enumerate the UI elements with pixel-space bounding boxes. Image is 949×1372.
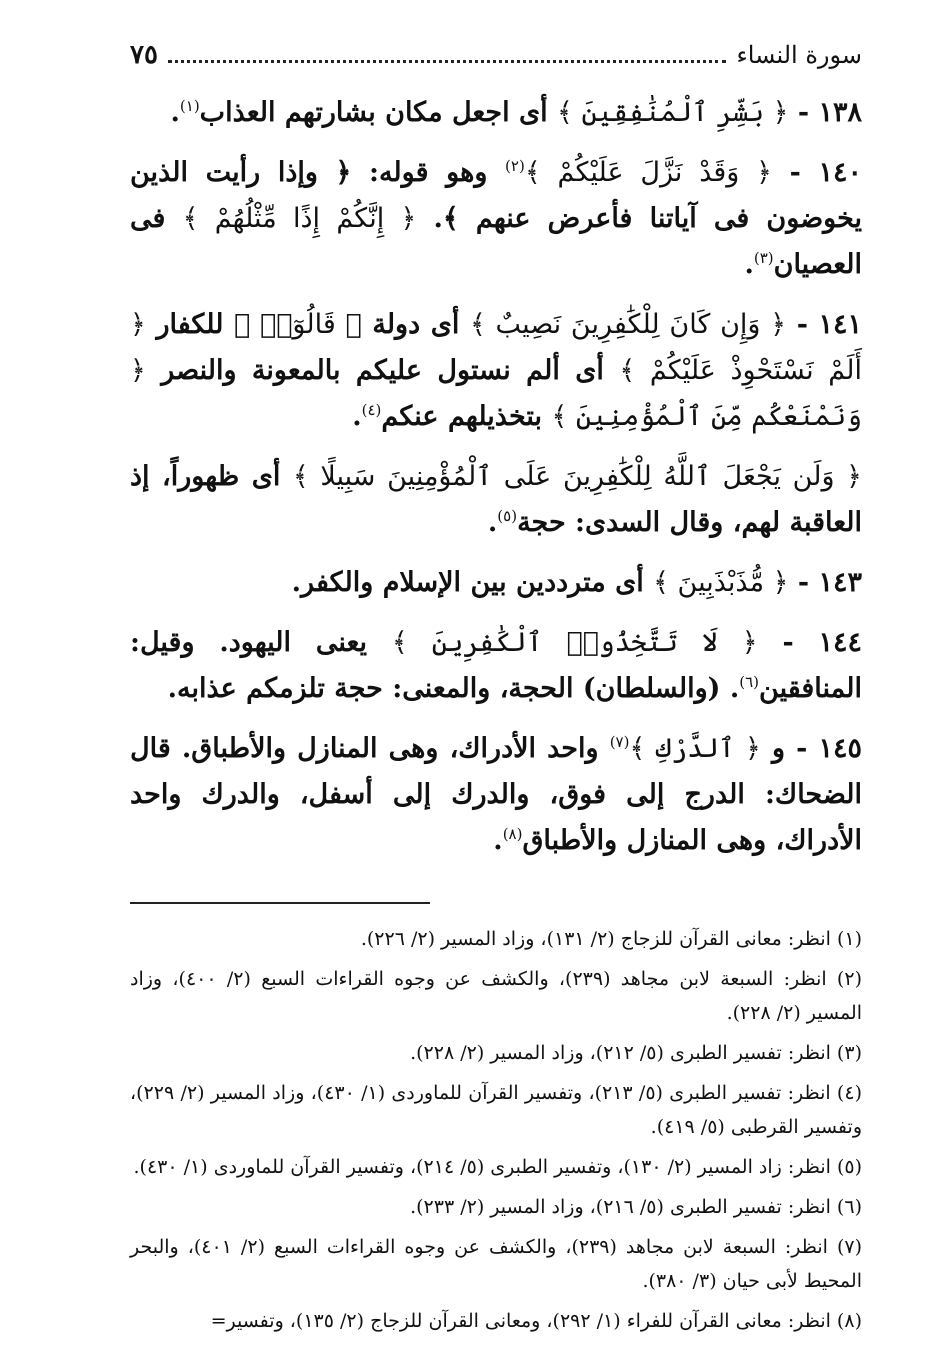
commentary-text: وهو قوله: ﴿ وإذا رأيت الذين يخوضون فى آياتنا فأعرض عنهم ﴾. [130,157,863,234]
quran-quote: ﴿ أَلَمْ نَسْتَحْوِذْ عَلَيْكُمْ ﴾ [130,309,862,386]
entry-138 [130,90,862,136]
footnote: (٦) انظر: تفسير الطبرى (٥/ ٢١٦)، وزاد المسير (٢/ ٢٣٣). [410,1196,862,1218]
punctuation: . [729,673,740,704]
quran-quote: ﴿ وَلَن يَجْعَلَ ٱللَّهُ لِلْكَٰفِرِينَ عَلَى ٱلْمُؤْمِنِينَ سَبِيلًا ﴾ [292,461,862,492]
footnote: (٨) انظر: معانى القرآن للفراء (١/ ٢٩٢)، ومعانى القرآن للزجاج (٢/ ١٣٥)، وتفسير= [210,1310,862,1332]
verse-number: ١٤١ - [796,309,863,340]
footnote-ref: (٦) [739,673,760,691]
entry-141 [130,302,862,440]
commentary-text: أى اجعل مكان بشارتهم العذاب [199,97,548,128]
quran-quote: ﴿ إِنَّكُمْ إِذًا مِّثْلُهُمْ ﴾ [182,203,417,234]
header-dot-leader [168,60,727,63]
verse-number: ١٤٣ - [797,567,862,598]
footnote-ref: (٨) [502,825,523,843]
commentary-text: بتخذيلهم عنكم [381,401,543,432]
footnote: (٤) انظر: تفسير الطبرى (٥/ ٢١٣)، وتفسير القرآن للماوردى (١/ ٤٣٠)، وزاد المسير (٢/ ٢٢٩)، وتفسير القرطبى (٥/ ٤١٩). [130,1082,862,1138]
quran-quote: ﴿ لَا تَتَّخِذُوا۟ ٱلْكَٰفِرِينَ ﴾ [391,627,758,658]
quran-quote: ﴿ قَالُوٓا۟ ﴾ [234,309,362,340]
footnote-ref: (٥) [497,507,518,525]
punctuation: . [352,401,362,432]
entry-140 [130,150,862,288]
footnote: (١) انظر: معانى القرآن للزجاج (٢/ ١٣١)، وزاد المسير (٢/ ٢٢٦). [360,928,862,950]
commentary-text: أى ألم نستول عليكم بالمعونة والنصر [161,355,604,386]
quran-quote: ﴿ ٱلدَّرْكِ ﴾ [629,733,761,764]
footnote-ref: (٣) [753,249,774,267]
surah-title: سورة النساء [736,41,862,69]
book-page [130,40,862,1344]
commentary-text: واحد الأدراك، وهى المنازل والأطباق. قال الضحاك: الدرج إلى فوق، والدرك إلى أسفل، والدرك واحد الأدراك، وهى المنازل والأطباق [130,733,862,856]
verse-number: ١٤٤ - [782,627,862,658]
quran-quote: ﴿ وَقَدْ نَزَّلَ عَلَيْكُمْ ﴾ [524,157,772,188]
entry-143 [130,560,862,606]
commentary-text: أى ظهوراً، إذ العاقبة لهم، وقال السدى: حجة [130,461,862,538]
footnote-ref: (٧) [609,733,630,751]
quran-quote: ﴿ بَشِّرِ ٱلْمُنَٰفِقِينَ ﴾ [557,97,789,128]
commentary-text: يعنى اليهود. وقيل: المنافقين [130,627,862,704]
commentary-text: للكفار [156,309,224,340]
commentary-text: أى دولة [372,309,460,340]
footnote-ref: (٤) [361,401,382,419]
punctuation: . [744,249,754,280]
entry-145 [130,726,862,864]
commentary-text: (والسلطان) الحجة، والمعنى: حجة تلزمكم عذابه. [167,673,721,704]
entry-144 [130,620,862,712]
footnote: (٧) انظر: السبعة لابن مجاهد (٢٣٩)، والكشف عن وجوه القراءات السبع (٢/ ٤٠١)، والبحر المحيط لأبى حيان (٣/ ٣٨٠). [130,1236,862,1292]
verse-number: ١٤٠ - [789,157,863,188]
footnote-ref: (٢) [505,157,525,175]
footnote: (٢) انظر: السبعة لابن مجاهد (٢٣٩)، والكشف عن وجوه القراءات السبع (٢/ ٤٠٠)، وزاد المسير (٢/ ٢٢٨). [130,968,862,1024]
punctuation: . [170,97,180,128]
footnote: (٣) انظر: تفسير الطبرى (٥/ ٢١٢)، وزاد المسير (٢/ ٢٢٨). [410,1042,862,1064]
entry-141-continued [130,454,862,546]
footnote-ref: (١) [179,97,200,115]
commentary-text: فى العصيان [130,203,862,280]
quran-quote: ﴿ وَنَمْنَعْكُم مِّنَ ٱلْمُؤْمِنِينَ ﴾ [130,355,862,432]
quran-quote: ﴿ وَإِن كَانَ لِلْكَٰفِرِينَ نَصِيبٌ ﴾ [469,309,787,340]
verse-number: ١٤٥ - و [771,733,863,764]
punctuation: . [487,507,498,538]
commentary-text: أى مترددين بين الإسلام والكفر. [291,567,644,598]
footnotes [130,922,862,1338]
footnote-separator [130,902,430,904]
footnote: (٥) انظر: زاد المسير (٢/ ١٣٠)، وتفسير الطبرى (٥/ ٢١٤)، وتفسير القرآن للماوردى (١/ ٤٣٠). [133,1156,862,1178]
verse-number: ١٣٨ - [797,97,862,128]
quran-quote: ﴿ مُّذَبْذَبِينَ ﴾ [653,567,789,598]
punctuation: . [493,825,503,856]
page-number: ٧٥ [130,40,158,70]
running-header [130,40,862,84]
